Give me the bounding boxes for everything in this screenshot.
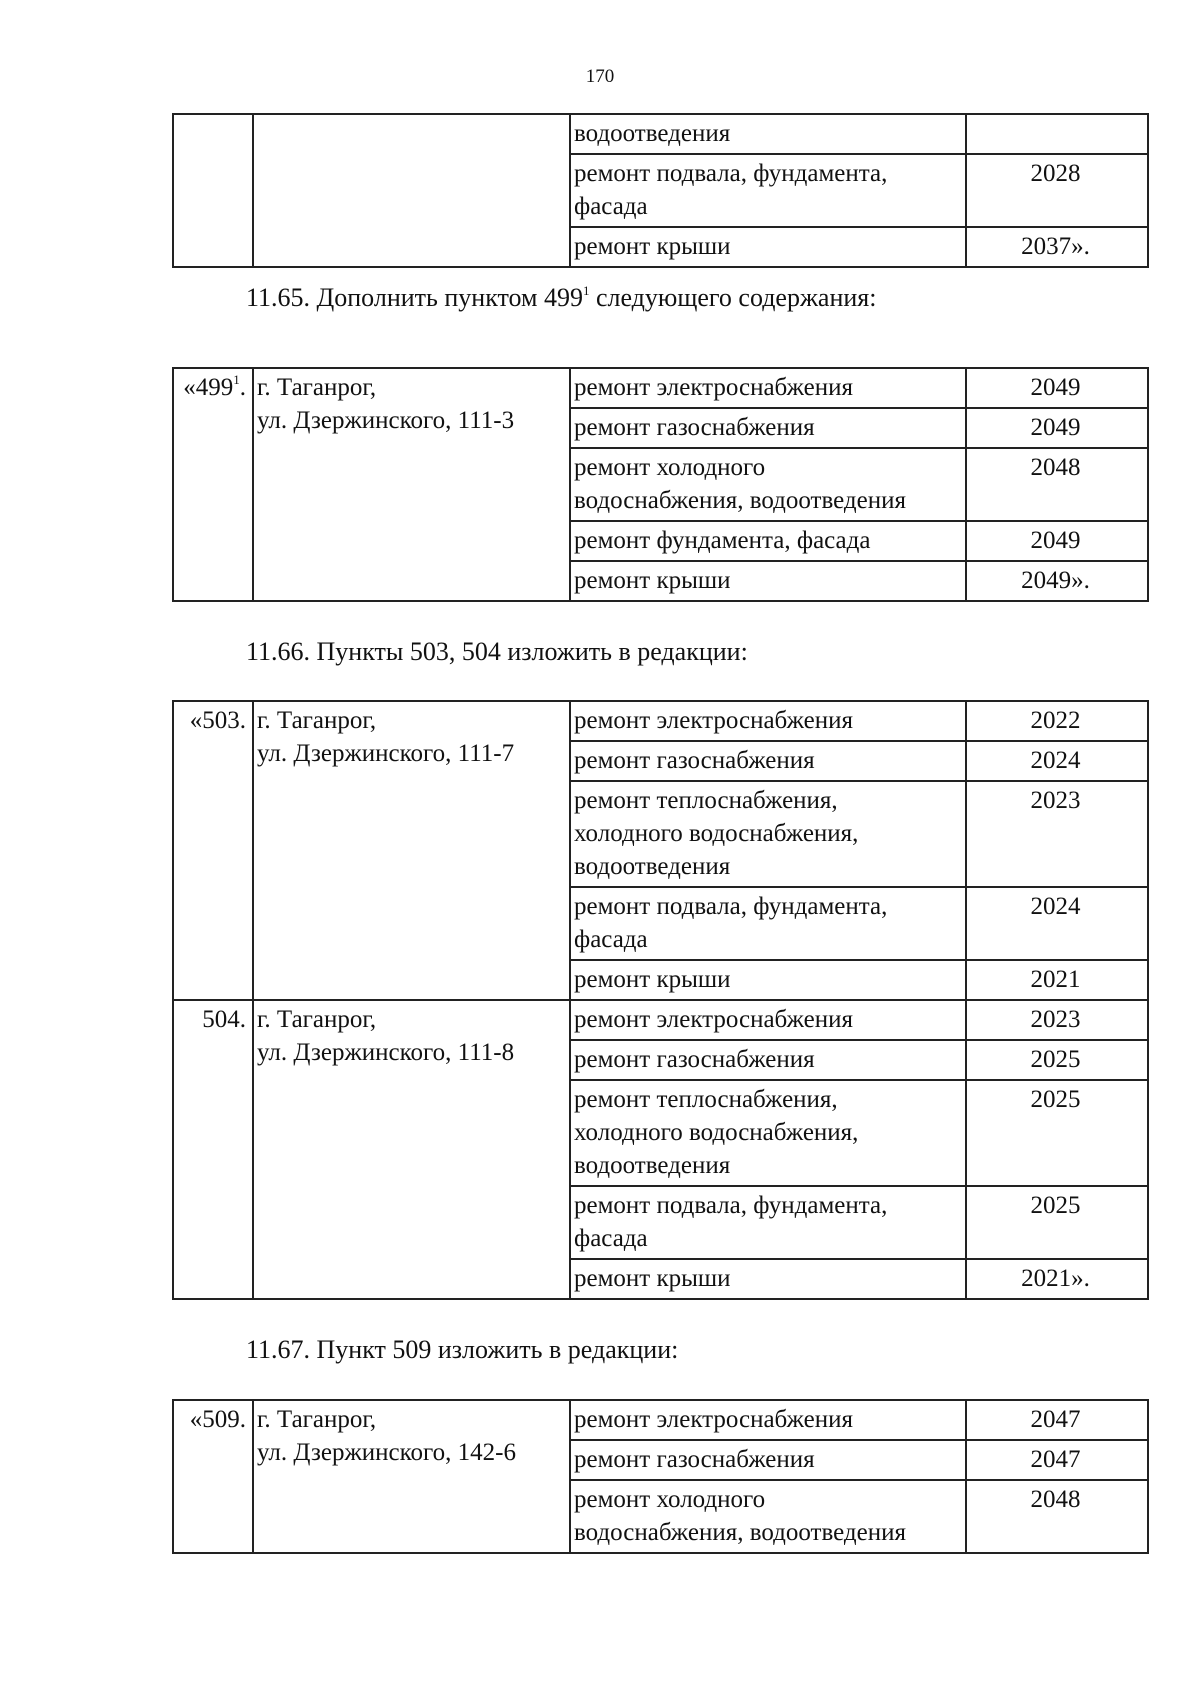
year-cell: 2047 xyxy=(966,1400,1148,1440)
address-cell: г. Таганрог, ул. Дзержинского, 111-3 xyxy=(253,368,570,601)
year-cell: 2024 xyxy=(966,741,1148,781)
year-cell: 2022 xyxy=(966,701,1148,741)
table-row xyxy=(173,701,1148,741)
work-type-cell: ремонт теплоснабжения, холодного водоснабжения, водоотведения xyxy=(570,1080,966,1186)
item-number xyxy=(173,114,253,267)
year-cell: 2021 xyxy=(966,960,1148,1000)
work-type-cell: ремонт газоснабжения xyxy=(570,741,966,781)
table-row xyxy=(173,114,1148,154)
item-number-tail: . xyxy=(239,374,246,401)
year-cell: 2049 xyxy=(966,408,1148,448)
work-type-cell: ремонт фундамента, фасада xyxy=(570,521,966,561)
continuation-body xyxy=(173,114,1148,267)
year-cell: 2048 xyxy=(966,448,1148,521)
address-cell: г. Таганрог, ул. Дзержинского, 111-8 xyxy=(253,1000,570,1299)
item-number-text: «499 xyxy=(183,374,234,401)
item-number-text: 504. xyxy=(202,1006,246,1033)
year-cell: 2048 xyxy=(966,1480,1148,1553)
page-number: 170 xyxy=(585,66,615,87)
table-row xyxy=(173,1400,1148,1440)
work-type-cell: ремонт электроснабжения xyxy=(570,1400,966,1440)
item-499-1-body xyxy=(173,368,1148,601)
year-cell: 2047 xyxy=(966,1440,1148,1480)
year-cell: 2024 xyxy=(966,887,1148,960)
heading-superscript: 1 xyxy=(582,283,590,298)
address-cell: г. Таганрог, ул. Дзержинского, 111-7 xyxy=(253,701,570,1000)
work-type-cell: ремонт крыши xyxy=(570,1259,966,1299)
year-cell: 2037». xyxy=(966,227,1148,267)
work-type-cell: ремонт газоснабжения xyxy=(570,1440,966,1480)
heading-text: 11.65. Дополнить пунктом 499 xyxy=(246,283,583,312)
work-type-cell: ремонт газоснабжения xyxy=(570,408,966,448)
year-cell: 2025 xyxy=(966,1186,1148,1259)
item-number xyxy=(173,368,253,601)
item-509-table xyxy=(172,1399,1149,1554)
item-number-text: «509. xyxy=(189,1406,246,1433)
work-type-cell: ремонт электроснабжения xyxy=(570,368,966,408)
work-type-cell: ремонт подвала, фундамента, фасада xyxy=(570,154,966,227)
item-number xyxy=(173,1000,253,1299)
work-type-cell: ремонт теплоснабжения, холодного водоснабжения, водоотведения xyxy=(570,781,966,887)
item-number-text: «503. xyxy=(189,707,246,734)
section-heading-11-67: 11.67. Пункт 509 изложить в редакции: xyxy=(246,1335,679,1364)
continuation-table xyxy=(172,113,1149,268)
work-type-cell: ремонт крыши xyxy=(570,561,966,601)
section-heading-11-66: 11.66. Пункты 503, 504 изложить в редакции: xyxy=(246,637,748,666)
work-type-cell: ремонт холодного водоснабжения, водоотведения xyxy=(570,1480,966,1553)
year-cell: 2028 xyxy=(966,154,1148,227)
year-cell: 2021». xyxy=(966,1259,1148,1299)
item-number xyxy=(173,701,253,1000)
item-number xyxy=(173,1400,253,1553)
section-heading-11-65 xyxy=(246,283,876,313)
year-cell: 2023 xyxy=(966,781,1148,887)
heading-tail: следующего содержания: xyxy=(589,283,877,312)
year-cell: 2023 xyxy=(966,1000,1148,1040)
year-cell: 2025 xyxy=(966,1080,1148,1186)
items-503-504-table xyxy=(172,700,1149,1300)
year-cell: 2049 xyxy=(966,368,1148,408)
work-type-cell: ремонт электроснабжения xyxy=(570,1000,966,1040)
year-cell xyxy=(966,114,1148,154)
work-type-cell: ремонт электроснабжения xyxy=(570,701,966,741)
work-type-cell: ремонт крыши xyxy=(570,227,966,267)
work-type-cell: ремонт подвала, фундамента, фасада xyxy=(570,887,966,960)
work-type-cell: ремонт холодного водоснабжения, водоотведения xyxy=(570,448,966,521)
item-number-superscript: 1 xyxy=(233,372,240,387)
year-cell: 2049 xyxy=(966,521,1148,561)
work-type-cell: ремонт газоснабжения xyxy=(570,1040,966,1080)
work-type-cell: водоотведения xyxy=(570,114,966,154)
items-503-504-body xyxy=(173,701,1148,1299)
year-cell: 2025 xyxy=(966,1040,1148,1080)
table-row xyxy=(173,1000,1148,1040)
table-row xyxy=(173,368,1148,408)
work-type-cell: ремонт подвала, фундамента, фасада xyxy=(570,1186,966,1259)
address-cell xyxy=(253,114,570,267)
address-cell: г. Таганрог, ул. Дзержинского, 142-6 xyxy=(253,1400,570,1553)
work-type-cell: ремонт крыши xyxy=(570,960,966,1000)
item-499-1-table xyxy=(172,367,1149,602)
item-509-body xyxy=(173,1400,1148,1553)
year-cell: 2049». xyxy=(966,561,1148,601)
